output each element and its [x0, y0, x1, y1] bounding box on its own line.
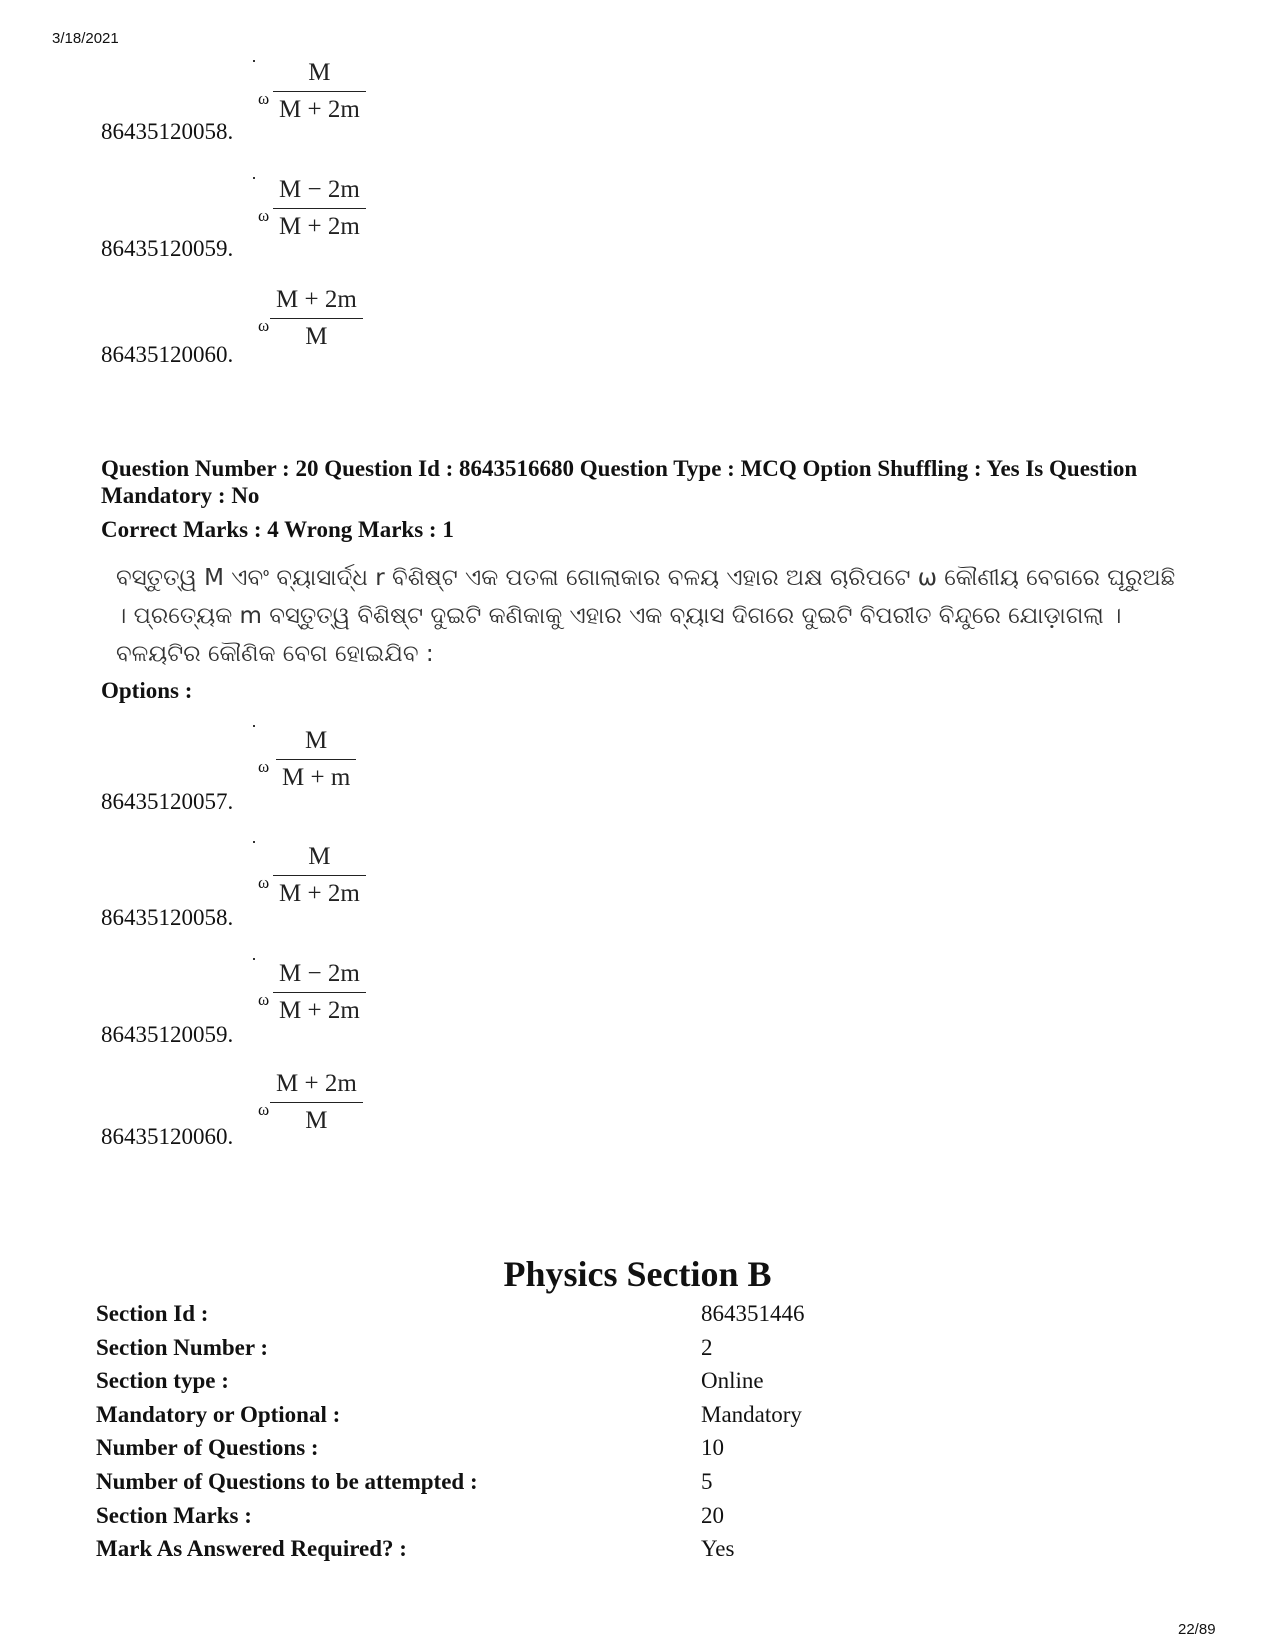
option-id: 86435120059.: [101, 1022, 234, 1047]
fraction-denominator: M: [305, 323, 328, 350]
section-info-table: [96, 1301, 805, 1570]
row-value: 5: [701, 1468, 713, 1494]
option-item: [0, 715, 1275, 815]
row-label: Section Marks :: [96, 1502, 252, 1528]
fraction-denominator: M + 2m: [279, 96, 360, 123]
option-id: 86435120059.: [101, 236, 234, 261]
option-item: [0, 948, 1275, 1048]
fraction: [273, 59, 366, 124]
option-id: 86435120058.: [101, 119, 234, 144]
fraction-numerator: M: [276, 727, 356, 760]
fraction-denominator: M + m: [282, 764, 351, 791]
option-id: 86435120057.: [101, 789, 234, 814]
option-item: [0, 45, 1275, 145]
table-row: [96, 1435, 805, 1469]
option-id: 86435120060.: [101, 342, 234, 367]
fraction-numerator: M + 2m: [270, 1070, 363, 1103]
omega-symbol: ω: [258, 873, 270, 892]
row-value: 864351446: [701, 1301, 805, 1326]
row-value: 20: [701, 1502, 724, 1528]
row-value: Mandatory: [701, 1401, 802, 1427]
fraction-denominator: M + 2m: [279, 997, 360, 1024]
row-label: Mandatory or Optional :: [96, 1401, 341, 1427]
options-label: Options :: [101, 678, 193, 703]
fraction-numerator: M: [273, 59, 366, 92]
table-row: [96, 1536, 805, 1570]
question-text: ବସ୍ତୁତ୍ୱ M ଏବଂ ବ୍ୟାସାର୍ଦ୍ଧ r ବିଶିଷ୍ଟ ଏକ ପତଳା ଗୋଲାକାର ବଳୟ ଏହାର ଅକ୍ଷ ଚାରିପଟେ ω କୌଣୀୟ ବେଗରେ ଘୂରୁଅଛି । ପ୍ରତ୍ୟେକ m ବସ୍ତୁତ୍ୱ ବିଶିଷ୍ଟ ଦୁଇଟି କଣିକାକୁ ଏହାର ଏକ ବ୍ୟାସ ଦିଗରେ ଦୁଇଟି ବିପରୀତ ବିନ୍ଦୁରେ ଯୋଡ଼ାଗଲା । ବଳୟଟିର କୌଣିକ ବେଗ ହୋଇଯିବ :: [116, 565, 1176, 667]
option-item: [0, 1050, 1275, 1150]
question-marks: Correct Marks : 4 Wrong Marks : 1: [101, 517, 454, 542]
section-title: Physics Section B: [503, 1254, 772, 1294]
fraction: [270, 1070, 363, 1135]
fraction-denominator: M: [305, 1107, 328, 1134]
fraction: [276, 727, 356, 792]
option-marker: [253, 725, 255, 727]
fraction: [273, 843, 366, 908]
page-number: 22/89: [1178, 1621, 1216, 1638]
omega-symbol: ω: [258, 206, 270, 225]
option-marker: [253, 60, 255, 62]
table-row: [96, 1368, 805, 1402]
fraction-numerator: M − 2m: [273, 176, 366, 209]
option-id: 86435120060.: [101, 1124, 234, 1149]
omega-symbol: ω: [258, 1100, 270, 1119]
option-marker: [253, 177, 255, 179]
fraction: [270, 286, 363, 351]
omega-symbol: ω: [258, 316, 270, 335]
row-value: Online: [701, 1368, 764, 1394]
table-row: [96, 1301, 805, 1335]
question-meta: Question Number : 20 Question Id : 8643516680 Question Type : MCQ Option Shuffling : Yes Is Question Mandatory : No: [101, 456, 1138, 508]
option-item: [0, 162, 1275, 262]
row-value: 2: [701, 1334, 713, 1360]
row-value: Yes: [701, 1536, 735, 1562]
table-row: [96, 1402, 805, 1436]
table-row: [96, 1335, 805, 1369]
row-label: Mark As Answered Required? :: [96, 1536, 407, 1562]
omega-symbol: ω: [258, 990, 270, 1009]
row-label: Number of Questions :: [96, 1435, 319, 1461]
fraction-numerator: M: [273, 843, 366, 876]
option-id: 86435120058.: [101, 905, 234, 930]
row-label: Section Id :: [96, 1301, 209, 1326]
fraction-denominator: M + 2m: [279, 213, 360, 240]
fraction-numerator: M + 2m: [270, 286, 363, 319]
fraction: [273, 176, 366, 241]
table-row: [96, 1503, 805, 1537]
omega-symbol: ω: [258, 757, 270, 776]
option-marker: [253, 958, 255, 960]
fraction: [273, 960, 366, 1025]
row-value: 10: [701, 1435, 724, 1461]
row-label: Section Number :: [96, 1334, 269, 1360]
omega-symbol: ω: [258, 89, 270, 108]
option-marker: [253, 841, 255, 843]
row-label: Number of Questions to be attempted :: [96, 1468, 478, 1494]
table-row: [96, 1469, 805, 1503]
option-item: [0, 831, 1275, 931]
option-item: [0, 268, 1275, 368]
print-date: 3/18/2021: [52, 30, 119, 47]
row-label: Section type :: [96, 1368, 229, 1394]
fraction-denominator: M + 2m: [279, 880, 360, 907]
fraction-numerator: M − 2m: [273, 960, 366, 993]
